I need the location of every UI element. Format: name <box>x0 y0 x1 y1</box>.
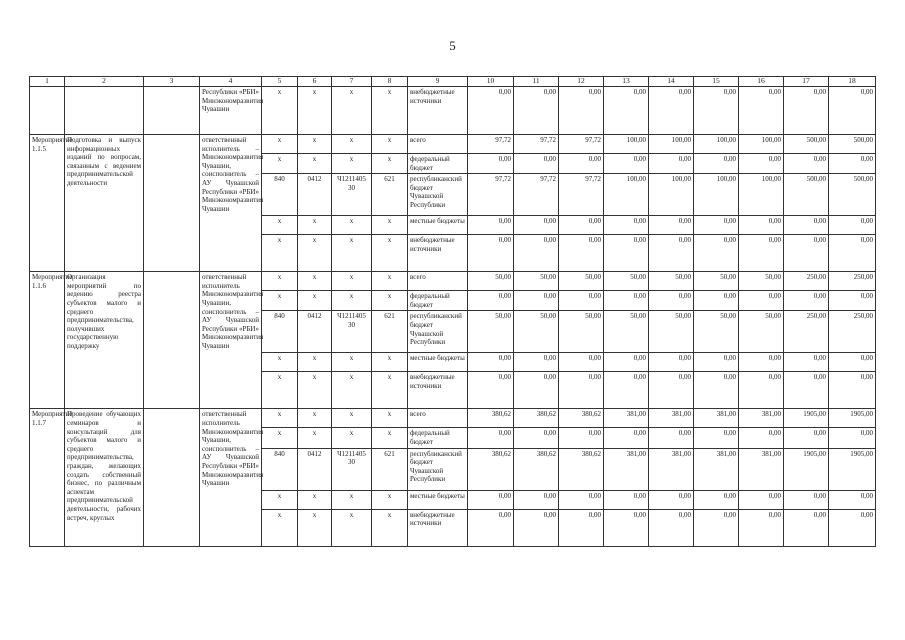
value-cell: 0,00 <box>829 216 876 235</box>
value-cell: 50,00 <box>649 272 694 291</box>
value-cell: 0,00 <box>739 490 784 509</box>
funding-source: федеральный бюджет <box>408 154 468 174</box>
code-cell-8: x <box>372 490 408 509</box>
code-cell-8: 621 <box>372 448 408 490</box>
value-cell: 0,00 <box>784 87 829 135</box>
empty-cell <box>144 135 200 272</box>
value-cell: 381,00 <box>604 409 649 428</box>
code-cell-7: x <box>332 353 372 372</box>
code-cell-7: x <box>332 291 372 311</box>
code-cell-7: x <box>332 87 372 135</box>
column-number: 11 <box>514 77 559 87</box>
code-cell-5: x <box>262 154 298 174</box>
value-cell: 50,00 <box>739 311 784 353</box>
value-cell: 1905,00 <box>784 448 829 490</box>
value-cell: 0,00 <box>514 291 559 311</box>
code-cell-8: x <box>372 272 408 291</box>
value-cell: 0,00 <box>694 509 739 546</box>
code-cell-7: x <box>332 409 372 428</box>
value-cell: 381,00 <box>694 448 739 490</box>
value-cell: 500,00 <box>784 174 829 216</box>
code-cell-5: x <box>262 428 298 448</box>
value-cell: 97,72 <box>559 135 604 154</box>
code-cell-6: x <box>298 154 332 174</box>
funding-source: внебюджетные источники <box>408 372 468 409</box>
value-cell: 500,00 <box>784 135 829 154</box>
code-cell-5: 840 <box>262 311 298 353</box>
code-cell-7: x <box>332 272 372 291</box>
value-cell: 100,00 <box>694 174 739 216</box>
code-cell-6: x <box>298 216 332 235</box>
value-cell: 0,00 <box>514 87 559 135</box>
code-cell-7: x <box>332 154 372 174</box>
table-row <box>30 272 876 291</box>
value-cell: 0,00 <box>829 235 876 272</box>
value-cell: 0,00 <box>559 235 604 272</box>
value-cell: 250,00 <box>784 272 829 291</box>
value-cell: 0,00 <box>559 353 604 372</box>
value-cell: 100,00 <box>739 135 784 154</box>
value-cell: 50,00 <box>559 311 604 353</box>
value-cell: 250,00 <box>829 272 876 291</box>
code-cell-5: x <box>262 490 298 509</box>
column-number: 13 <box>604 77 649 87</box>
column-number: 4 <box>200 77 262 87</box>
empty-cell <box>144 87 200 135</box>
event-name: Проведение обучающих семинаров и консультаций для субъектов малого и среднего предпринимательства, граждан, желающих создать собственный бизнес, по различным аспектам предпринимательской деятельности, рабочих встреч, круглых <box>65 409 144 546</box>
value-cell: 50,00 <box>468 311 514 353</box>
code-cell-8: x <box>372 353 408 372</box>
value-cell: 100,00 <box>604 174 649 216</box>
value-cell: 0,00 <box>468 509 514 546</box>
value-cell: 380,62 <box>514 448 559 490</box>
value-cell: 0,00 <box>559 372 604 409</box>
value-cell: 0,00 <box>784 154 829 174</box>
code-cell-6: x <box>298 87 332 135</box>
code-cell-7: x <box>332 509 372 546</box>
code-cell-6: x <box>298 372 332 409</box>
funding-source: всего <box>408 409 468 428</box>
value-cell: 381,00 <box>739 448 784 490</box>
funding-source: местные бюджеты <box>408 353 468 372</box>
value-cell: 97,72 <box>468 135 514 154</box>
value-cell: 0,00 <box>514 490 559 509</box>
code-cell-5: x <box>262 216 298 235</box>
code-cell-7: Ч1211405 30 <box>332 448 372 490</box>
code-cell-7: x <box>332 216 372 235</box>
value-cell: 381,00 <box>649 409 694 428</box>
value-cell: 0,00 <box>604 428 649 448</box>
value-cell: 50,00 <box>604 272 649 291</box>
value-cell: 0,00 <box>559 291 604 311</box>
value-cell: 250,00 <box>829 311 876 353</box>
code-cell-5: x <box>262 235 298 272</box>
funding-source: местные бюджеты <box>408 490 468 509</box>
value-cell: 0,00 <box>604 353 649 372</box>
value-cell: 0,00 <box>514 235 559 272</box>
column-number: 3 <box>144 77 200 87</box>
code-cell-7: Ч1211405 30 <box>332 174 372 216</box>
value-cell: 0,00 <box>739 291 784 311</box>
column-number: 15 <box>694 77 739 87</box>
code-cell-7: x <box>332 135 372 154</box>
value-cell: 0,00 <box>468 490 514 509</box>
value-cell: 0,00 <box>514 216 559 235</box>
value-cell: 1905,00 <box>829 409 876 428</box>
value-cell: 100,00 <box>649 135 694 154</box>
code-cell-6: 0412 <box>298 174 332 216</box>
executor: Республики «РБИ» Минэкономразвития Чувашии <box>200 87 262 135</box>
value-cell: 0,00 <box>604 154 649 174</box>
value-cell: 0,00 <box>649 509 694 546</box>
code-cell-7: x <box>332 428 372 448</box>
value-cell: 1905,00 <box>784 409 829 428</box>
column-number: 10 <box>468 77 514 87</box>
value-cell: 50,00 <box>604 311 649 353</box>
value-cell: 0,00 <box>784 353 829 372</box>
code-cell-6: x <box>298 428 332 448</box>
value-cell: 100,00 <box>604 135 649 154</box>
value-cell: 100,00 <box>739 174 784 216</box>
event-name <box>65 87 144 135</box>
value-cell: 500,00 <box>829 174 876 216</box>
event-code: Мероприятие 1.1.7 <box>30 409 65 546</box>
value-cell: 0,00 <box>649 235 694 272</box>
value-cell: 0,00 <box>829 509 876 546</box>
code-cell-7: x <box>332 490 372 509</box>
funding-source: республиканский бюджет Чувашской Республики <box>408 448 468 490</box>
value-cell: 0,00 <box>649 428 694 448</box>
value-cell: 0,00 <box>604 291 649 311</box>
code-cell-8: x <box>372 509 408 546</box>
value-cell: 0,00 <box>468 428 514 448</box>
code-cell-8: x <box>372 154 408 174</box>
code-cell-8: x <box>372 372 408 409</box>
value-cell: 1905,00 <box>829 448 876 490</box>
code-cell-5: 840 <box>262 448 298 490</box>
code-cell-5: x <box>262 372 298 409</box>
code-cell-6: x <box>298 235 332 272</box>
code-cell-7: Ч1211405 30 <box>332 311 372 353</box>
value-cell: 0,00 <box>559 216 604 235</box>
column-number: 5 <box>262 77 298 87</box>
value-cell: 381,00 <box>649 448 694 490</box>
value-cell: 0,00 <box>649 372 694 409</box>
value-cell: 0,00 <box>559 428 604 448</box>
value-cell: 0,00 <box>829 291 876 311</box>
value-cell: 50,00 <box>514 272 559 291</box>
value-cell: 50,00 <box>739 272 784 291</box>
column-number: 6 <box>298 77 332 87</box>
value-cell: 0,00 <box>468 291 514 311</box>
code-cell-8: x <box>372 235 408 272</box>
value-cell: 0,00 <box>829 490 876 509</box>
event-code: Мероприятие 1.1.5 <box>30 135 65 272</box>
value-cell: 0,00 <box>559 87 604 135</box>
value-cell: 100,00 <box>649 174 694 216</box>
code-cell-7: x <box>332 235 372 272</box>
column-number: 9 <box>408 77 468 87</box>
code-cell-6: 0412 <box>298 311 332 353</box>
value-cell: 0,00 <box>784 490 829 509</box>
value-cell: 0,00 <box>514 372 559 409</box>
code-cell-5: x <box>262 409 298 428</box>
value-cell: 50,00 <box>694 311 739 353</box>
value-cell: 0,00 <box>604 372 649 409</box>
value-cell: 0,00 <box>468 235 514 272</box>
event-name: Подготовка и выпуск информационных изданий по вопросам, связанным с ведением предпринимательской деятельности <box>65 135 144 272</box>
value-cell: 0,00 <box>829 372 876 409</box>
value-cell: 380,62 <box>514 409 559 428</box>
funding-source: республиканский бюджет Чувашской Республики <box>408 174 468 216</box>
value-cell: 381,00 <box>739 409 784 428</box>
value-cell: 0,00 <box>739 509 784 546</box>
value-cell: 0,00 <box>829 154 876 174</box>
value-cell: 0,00 <box>784 216 829 235</box>
code-cell-8: x <box>372 87 408 135</box>
value-cell: 50,00 <box>468 272 514 291</box>
value-cell: 0,00 <box>468 372 514 409</box>
table-row <box>30 135 876 154</box>
value-cell: 0,00 <box>604 87 649 135</box>
value-cell: 0,00 <box>604 490 649 509</box>
value-cell: 0,00 <box>468 154 514 174</box>
budget-table <box>29 76 876 547</box>
code-cell-8: 621 <box>372 174 408 216</box>
value-cell: 0,00 <box>694 490 739 509</box>
code-cell-8: x <box>372 291 408 311</box>
executor: ответственный исполнитель – Минэкономразвития Чувашии, соисполнитель – АУ Чувашской Республики «РБИ» Минэкономразвития Чувашии <box>200 135 262 272</box>
value-cell: 0,00 <box>604 509 649 546</box>
value-cell: 0,00 <box>468 353 514 372</box>
funding-source: федеральный бюджет <box>408 428 468 448</box>
value-cell: 381,00 <box>694 409 739 428</box>
value-cell: 0,00 <box>784 428 829 448</box>
value-cell: 0,00 <box>784 509 829 546</box>
code-cell-5: x <box>262 135 298 154</box>
value-cell: 97,72 <box>514 174 559 216</box>
value-cell: 0,00 <box>559 154 604 174</box>
value-cell: 0,00 <box>694 291 739 311</box>
value-cell: 0,00 <box>694 216 739 235</box>
column-number: 7 <box>332 77 372 87</box>
code-cell-8: x <box>372 409 408 428</box>
value-cell: 0,00 <box>649 154 694 174</box>
funding-source: республиканский бюджет Чувашской Республики <box>408 311 468 353</box>
value-cell: 50,00 <box>559 272 604 291</box>
value-cell: 0,00 <box>514 509 559 546</box>
funding-source: всего <box>408 272 468 291</box>
value-cell: 0,00 <box>649 87 694 135</box>
value-cell: 381,00 <box>604 448 649 490</box>
code-cell-8: x <box>372 216 408 235</box>
code-cell-6: x <box>298 490 332 509</box>
value-cell: 250,00 <box>784 311 829 353</box>
column-number: 1 <box>30 77 65 87</box>
value-cell: 0,00 <box>514 428 559 448</box>
executor: ответственный исполнитель Минэкономразвития Чувашии, соисполнитель – АУ Чувашской Республики «РБИ» Минэкономразвития Чувашии <box>200 272 262 409</box>
value-cell: 0,00 <box>784 372 829 409</box>
event-name: Организация мероприятий по ведению реестра субъектов малого и среднего предпринимательства, получивших государственную поддержку <box>65 272 144 409</box>
value-cell: 380,62 <box>559 448 604 490</box>
value-cell: 0,00 <box>468 216 514 235</box>
column-number: 2 <box>65 77 144 87</box>
code-cell-6: x <box>298 509 332 546</box>
value-cell: 50,00 <box>649 311 694 353</box>
value-cell: 0,00 <box>739 87 784 135</box>
empty-cell <box>144 272 200 409</box>
funding-source: внебюджетные источники <box>408 87 468 135</box>
value-cell: 97,72 <box>559 174 604 216</box>
column-number: 16 <box>739 77 784 87</box>
event-code: Мероприятие 1.1.6 <box>30 272 65 409</box>
column-number-row <box>30 77 876 87</box>
value-cell: 0,00 <box>649 291 694 311</box>
value-cell: 500,00 <box>829 135 876 154</box>
funding-source: всего <box>408 135 468 154</box>
value-cell: 0,00 <box>649 490 694 509</box>
value-cell: 0,00 <box>468 87 514 135</box>
value-cell: 0,00 <box>604 216 649 235</box>
code-cell-6: x <box>298 272 332 291</box>
value-cell: 0,00 <box>514 353 559 372</box>
value-cell: 380,62 <box>468 409 514 428</box>
column-number: 12 <box>559 77 604 87</box>
funding-source: внебюджетные источники <box>408 235 468 272</box>
value-cell: 100,00 <box>694 135 739 154</box>
value-cell: 380,62 <box>468 448 514 490</box>
code-cell-8: x <box>372 135 408 154</box>
code-cell-5: x <box>262 291 298 311</box>
code-cell-5: x <box>262 509 298 546</box>
value-cell: 50,00 <box>694 272 739 291</box>
column-number: 17 <box>784 77 829 87</box>
value-cell: 0,00 <box>739 372 784 409</box>
value-cell: 0,00 <box>739 235 784 272</box>
code-cell-6: x <box>298 135 332 154</box>
column-number: 18 <box>829 77 876 87</box>
table-row <box>30 87 876 135</box>
value-cell: 0,00 <box>649 353 694 372</box>
code-cell-6: 0412 <box>298 448 332 490</box>
column-number: 14 <box>649 77 694 87</box>
executor: ответственный исполнитель Минэкономразвития Чувашии, соисполнитель – АУ Чувашской Республики «РБИ» Минэкономразвития Чувашии <box>200 409 262 546</box>
value-cell: 0,00 <box>784 291 829 311</box>
value-cell: 0,00 <box>559 490 604 509</box>
value-cell: 0,00 <box>829 87 876 135</box>
funding-source: внебюджетные источники <box>408 509 468 546</box>
value-cell: 0,00 <box>694 353 739 372</box>
value-cell: 0,00 <box>559 509 604 546</box>
code-cell-8: 621 <box>372 311 408 353</box>
code-cell-5: x <box>262 87 298 135</box>
value-cell: 0,00 <box>739 353 784 372</box>
value-cell: 0,00 <box>604 235 649 272</box>
value-cell: 0,00 <box>784 235 829 272</box>
value-cell: 0,00 <box>514 154 559 174</box>
value-cell: 0,00 <box>694 87 739 135</box>
value-cell: 0,00 <box>739 216 784 235</box>
value-cell: 380,62 <box>559 409 604 428</box>
page-number: 5 <box>449 38 456 53</box>
code-cell-8: x <box>372 428 408 448</box>
value-cell: 0,00 <box>829 353 876 372</box>
value-cell: 0,00 <box>694 372 739 409</box>
event-code <box>30 87 65 135</box>
value-cell: 0,00 <box>694 154 739 174</box>
value-cell: 97,72 <box>514 135 559 154</box>
code-cell-5: x <box>262 353 298 372</box>
value-cell: 0,00 <box>694 428 739 448</box>
value-cell: 0,00 <box>739 428 784 448</box>
code-cell-5: x <box>262 272 298 291</box>
code-cell-7: x <box>332 372 372 409</box>
empty-cell <box>144 409 200 546</box>
code-cell-6: x <box>298 409 332 428</box>
value-cell: 0,00 <box>649 216 694 235</box>
value-cell: 50,00 <box>514 311 559 353</box>
code-cell-6: x <box>298 291 332 311</box>
value-cell: 0,00 <box>694 235 739 272</box>
code-cell-5: 840 <box>262 174 298 216</box>
table-row <box>30 409 876 428</box>
funding-source: федеральный бюджет <box>408 291 468 311</box>
value-cell: 0,00 <box>829 428 876 448</box>
code-cell-6: x <box>298 353 332 372</box>
funding-source: местные бюджеты <box>408 216 468 235</box>
value-cell: 97,72 <box>468 174 514 216</box>
column-number: 8 <box>372 77 408 87</box>
value-cell: 0,00 <box>739 154 784 174</box>
